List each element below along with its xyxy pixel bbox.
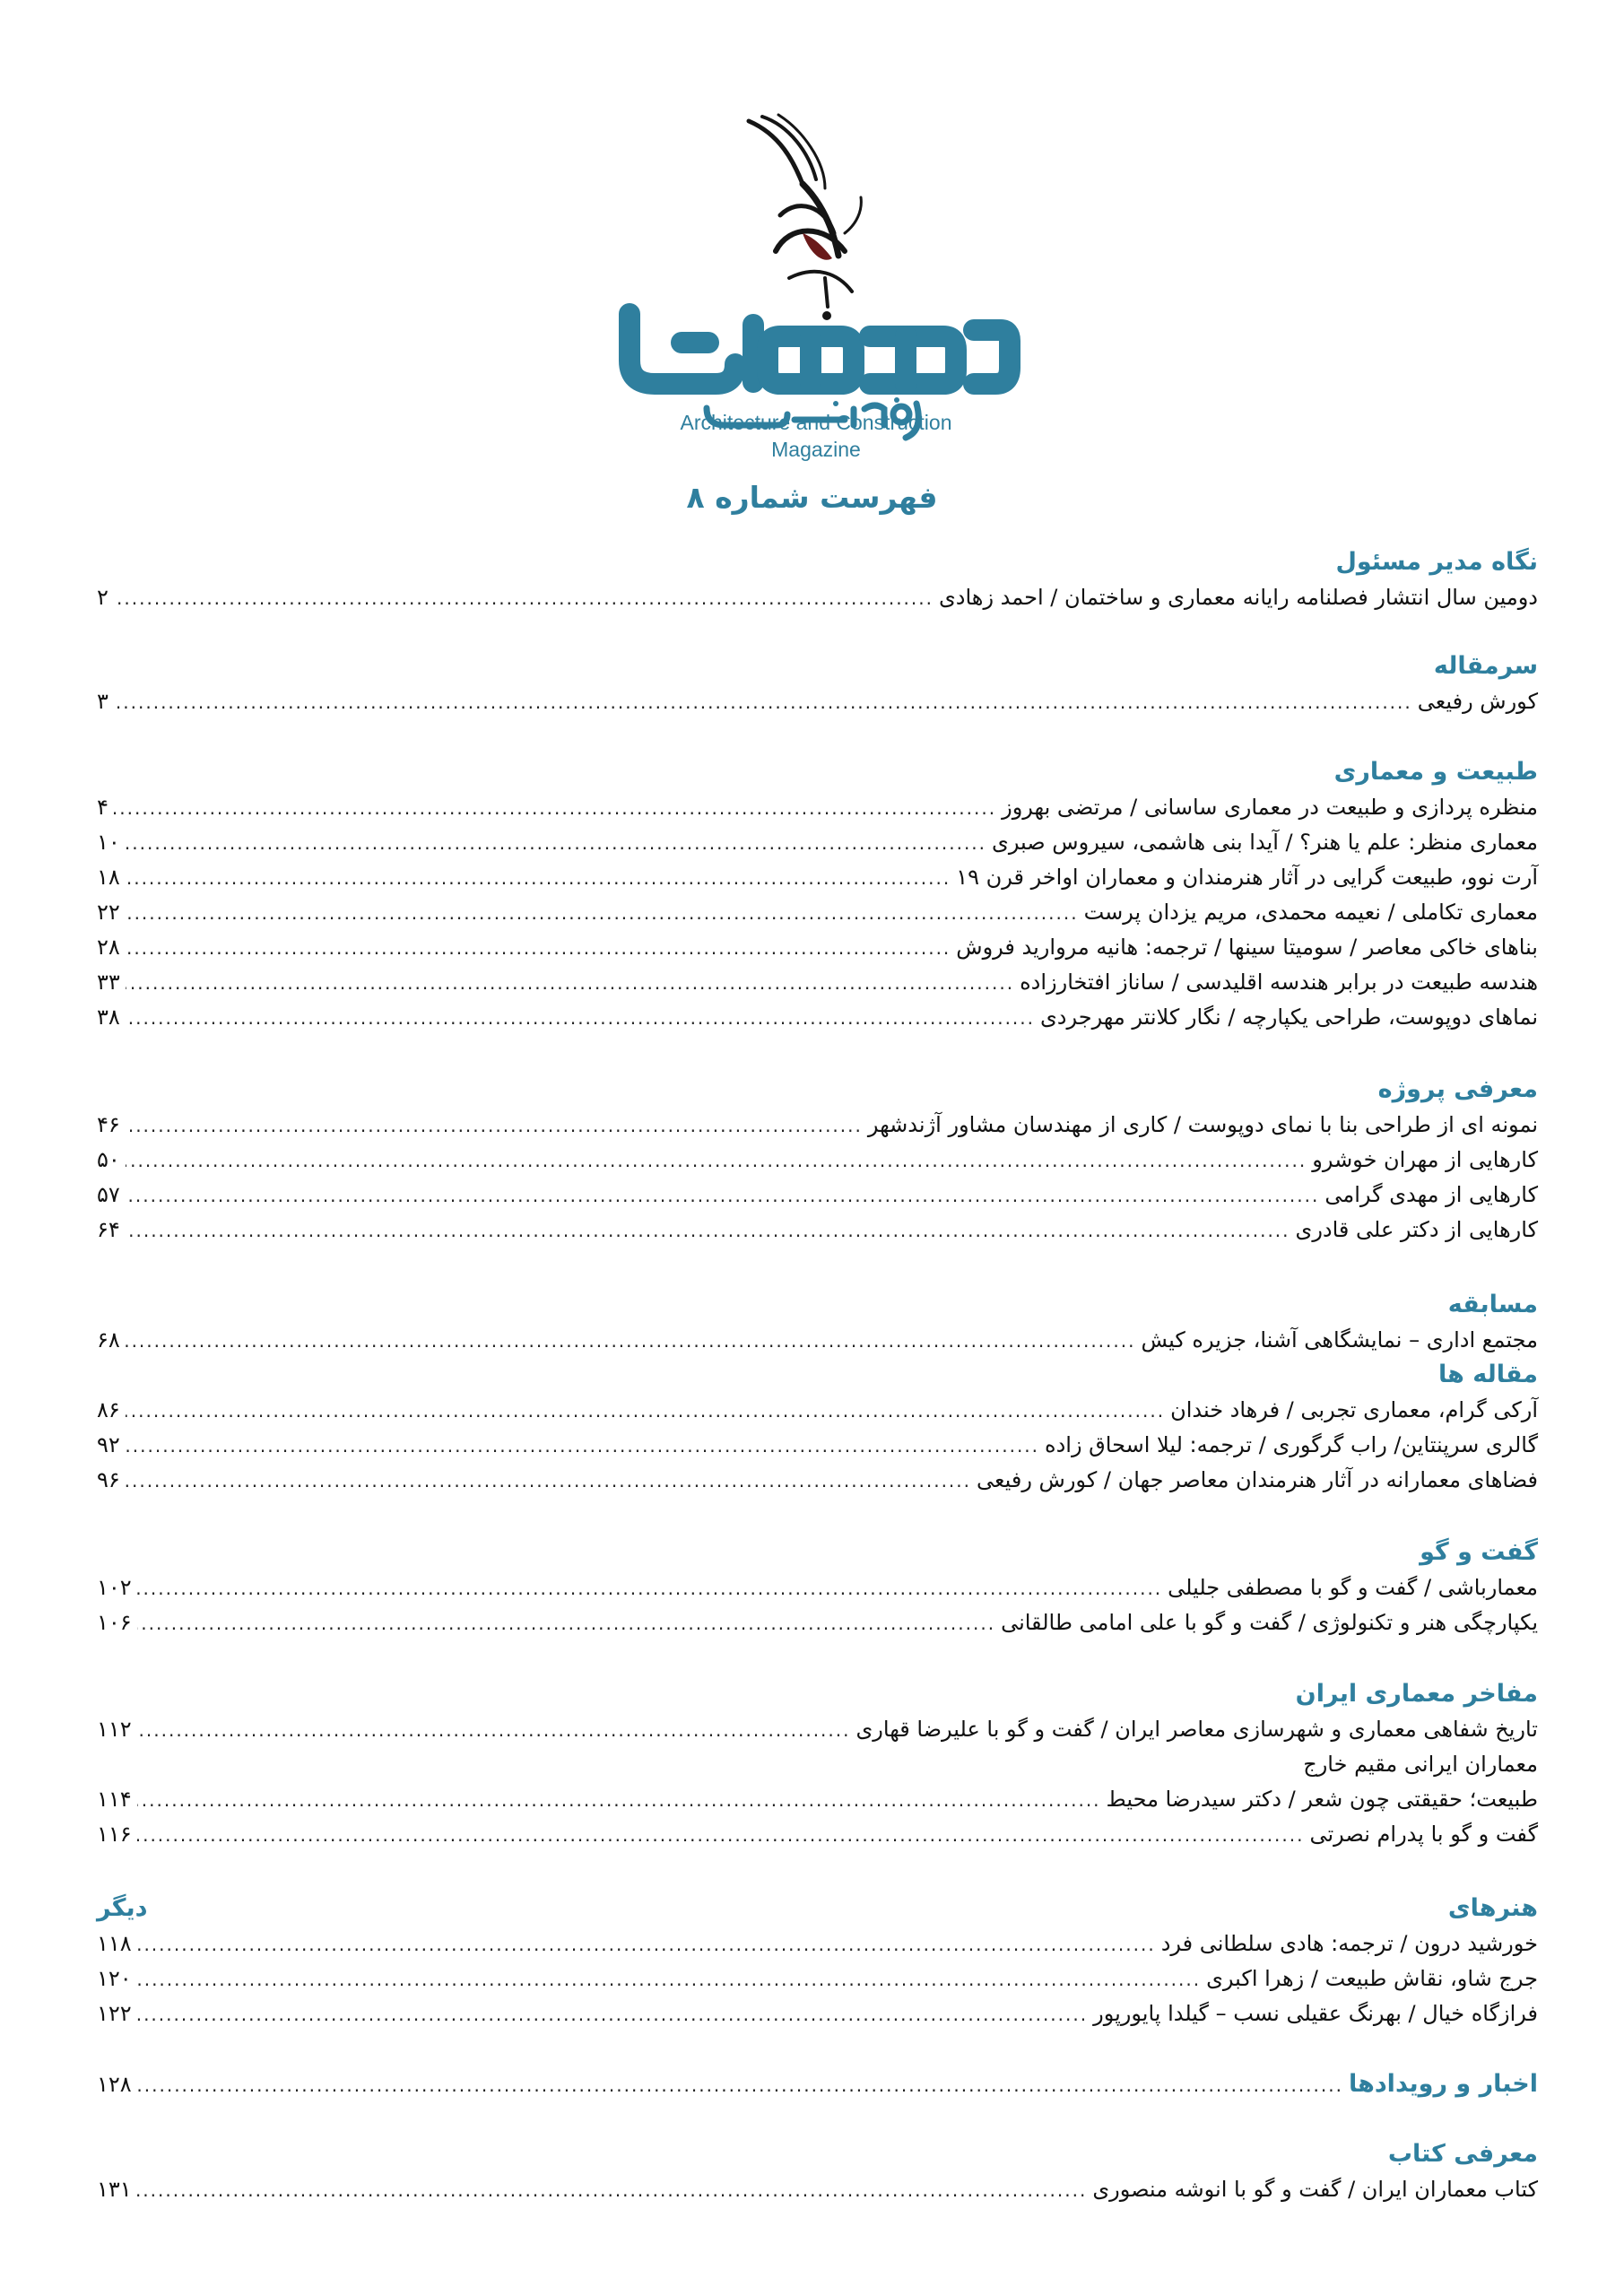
toc-entry-title: فضاهای معمارانه در آثار هنرمندان معاصر جهان / کورش رفیعی: [977, 1467, 1538, 1492]
toc-entry-title: کارهایی از مهدی گرامی: [1324, 1182, 1538, 1207]
section-heading: مسابقه: [1447, 1291, 1538, 1318]
toc-entry-page: ۸۶: [97, 1397, 120, 1422]
toc-entry-page: ۱۰: [97, 830, 120, 855]
toc-row[interactable]: [97, 1752, 1538, 1784]
toc-entry-page: ۴: [97, 795, 109, 820]
dot-leader: [126, 1470, 971, 1492]
toc-row[interactable]: [97, 1931, 1538, 1963]
dot-leader: [137, 1969, 1201, 1990]
dot-leader: [126, 937, 951, 959]
toc-row[interactable]: [97, 689, 1538, 721]
toc-row[interactable]: [97, 935, 1538, 967]
dot-leader: [126, 1150, 1307, 1171]
dot-leader: [126, 1220, 1290, 1241]
toc-row[interactable]: [97, 1397, 1538, 1430]
toc-entry-title: نماهای دوپوست، طراحی یکپارچه / نگار کلانتر مهرجردی: [1040, 1004, 1538, 1030]
toc-entry-page: ۶۸: [97, 1327, 120, 1352]
toc-row[interactable]: [97, 900, 1538, 932]
toc-row[interactable]: [97, 1717, 1538, 1749]
toc-entry-page: ۹۶: [97, 1467, 120, 1492]
dot-leader: [126, 902, 1079, 924]
dot-leader: [137, 1719, 851, 1741]
toc-row[interactable]: [97, 830, 1538, 862]
toc-entry-title: کورش رفیعی: [1417, 689, 1538, 714]
logo-english-line1: Architecture and Construction: [680, 411, 952, 434]
toc-entry-page: ۱۲۸: [97, 2072, 132, 2097]
section-heading: مقاله ها: [1437, 1361, 1538, 1388]
toc-entry-page: ۱۱۴: [97, 1787, 132, 1812]
section-heading: طبیعت و معماری: [1333, 758, 1538, 786]
dot-leader: [126, 1185, 1320, 1206]
dot-leader: [126, 972, 1014, 994]
toc-entry-title: جرج شاو، نقاش طبیعت / زهرا اکبری: [1206, 1966, 1538, 1991]
toc-entry-title: منظره پردازی و طبیعت در معماری ساسانی / مرتضی بهروز: [1002, 795, 1538, 820]
section-heading: سرمقاله: [1433, 652, 1538, 680]
dot-leader: [137, 1934, 1156, 1955]
toc-entry-title: مجتمع اداری – نمایشگاهی آشنا، جزیره کیش: [1141, 1327, 1538, 1352]
dot-leader: [137, 2074, 1343, 2096]
toc-entry-title: کارهایی از مهران خوشرو: [1312, 1147, 1538, 1172]
toc-entry-title: نمونه ای از طراحی بنا با نمای دوپوست / کاری از مهندسان مشاور آژندشهر: [867, 1112, 1538, 1137]
toc-entry-page: ۱۲۰: [97, 1966, 132, 1991]
toc-entry-title: آرکی گرام، معماری تجربی / فرهاد خندان: [1170, 1397, 1538, 1422]
dot-leader: [114, 587, 934, 609]
toc-row[interactable]: [97, 1787, 1538, 1819]
toc-entry-page: ۵۰: [97, 1147, 120, 1172]
section-heading: معرفی پروژه: [1377, 1075, 1538, 1103]
dot-leader: [137, 2004, 1088, 2025]
section-heading-continued: دیگر: [97, 1894, 148, 1922]
toc-row[interactable]: [97, 1327, 1538, 1360]
toc-entry-page: ۱۰۲: [97, 1575, 132, 1600]
toc-entry-title: گفت و گو با پدرام نصرتی: [1309, 1822, 1538, 1847]
toc-entry-page: ۱۱۶: [97, 1822, 132, 1847]
section-heading: نگاه مدیر مسئول: [1335, 548, 1538, 576]
toc-entry-title: کتاب معماران ایران / گفت و گو با انوشه منصوری: [1092, 2177, 1538, 2202]
toc-entry-title: معمارباشی / گفت و گو با مصطفی جلیلی: [1168, 1575, 1538, 1600]
toc-row[interactable]: [97, 970, 1538, 1002]
toc-row[interactable]: [97, 865, 1538, 897]
toc-entry-page: ۹۲: [97, 1432, 120, 1457]
toc-entry-title: کارهایی از دکتر علی قادری: [1295, 1217, 1538, 1242]
dot-leader: [137, 1613, 995, 1634]
toc-entry-title: یکپارچگی هنر و تکنولوژی / گفت و گو با علی امامی طالقانی: [1001, 1610, 1538, 1635]
toc-entry-page: ۵۷: [97, 1182, 120, 1207]
toc-entry-page: ۱۲۲: [97, 2001, 132, 2026]
toc-row[interactable]: [97, 1467, 1538, 1500]
toc-row[interactable]: [97, 1822, 1538, 1854]
toc-entry-title: طبیعت؛ حقیقتی چون شعر / دکتر سیدرضا محیط: [1106, 1787, 1538, 1812]
toc-entry-title: آرت نوو، طبیعت گرایی در آثار هنرمندان و معماران اواخر قرن ۱۹: [956, 865, 1538, 890]
dot-leader: [126, 1330, 1136, 1352]
toc-entry-page: ۳: [97, 689, 109, 714]
dot-leader: [126, 1115, 863, 1136]
toc-entry-page: ۲۸: [97, 935, 120, 960]
toc-entry-page: ۱۸: [97, 865, 120, 890]
toc-entry-title: تاریخ شفاهی معماری و شهرسازی معاصر ایران / گفت و گو با علیرضا قهاری: [855, 1717, 1538, 1742]
section-heading: معرفی کتاب: [1387, 2140, 1538, 2168]
toc-row[interactable]: [97, 1112, 1538, 1144]
dot-leader: [126, 1007, 1035, 1029]
toc-heading-row[interactable]: [97, 2070, 1538, 2108]
dot-leader: [137, 1824, 1305, 1846]
toc-row[interactable]: [97, 1432, 1538, 1465]
toc-entry-page: ۲۲: [97, 900, 120, 925]
toc-row[interactable]: [97, 2177, 1538, 2209]
toc-entry-title: فرازگاه خیال / بهرنگ عقیلی نسب – گیلدا پایورپور: [1093, 2001, 1538, 2026]
dot-leader: [126, 832, 986, 854]
toc-entry-title: معماران ایرانی مقیم خارج: [1303, 1752, 1538, 1777]
toc-row[interactable]: [97, 2001, 1538, 2033]
dot-leader: [114, 797, 996, 819]
toc-entry-title: خورشید درون / ترجمه: هادی سلطانی فرد: [1160, 1931, 1538, 1956]
dot-leader: [137, 2179, 1088, 2201]
toc-title: فهرست شماره ۸: [686, 480, 938, 515]
toc-entry-page: ۱۱۲: [97, 1717, 132, 1742]
dot-leader: [114, 691, 1412, 713]
logo-english-line2: Magazine: [771, 438, 861, 461]
toc-entry-page: ۳۳: [97, 970, 120, 995]
dot-leader: [137, 1578, 1163, 1599]
section-heading: هنرهای: [1447, 1894, 1538, 1922]
toc-entry-page: ۱۳۱: [97, 2177, 132, 2202]
toc-entry-page: ۱۱۸: [97, 1931, 132, 1956]
toc-row[interactable]: [97, 585, 1538, 617]
toc-entry-page: ۲: [97, 585, 109, 610]
toc-row[interactable]: [97, 1966, 1538, 1998]
section-heading: اخبار و رویدادها: [1348, 2070, 1538, 2098]
toc-entry-page: ۶۴: [97, 1217, 120, 1242]
toc-entry-page: ۴۶: [97, 1112, 120, 1137]
toc-row[interactable]: [97, 1182, 1538, 1214]
dot-leader: [126, 867, 951, 889]
toc-entry-title: هندسه طبیعت در برابر هندسه اقلیدسی / ساناز افتخارزاده: [1020, 970, 1538, 995]
toc-row[interactable]: [97, 1610, 1538, 1642]
toc-entry-title: گالری سرپنتاین/ راب گرگوری / ترجمه: لیلا اسحاق زاده: [1045, 1432, 1538, 1457]
toc-entry-title: معماری منظر: علم یا هنر؟ / آیدا بنی هاشمی، سیروس صبری: [992, 830, 1538, 855]
toc-entry-page: ۱۰۶: [97, 1610, 132, 1635]
toc-row[interactable]: [97, 795, 1538, 827]
section-heading: مفاخر معماری ایران: [1295, 1680, 1538, 1708]
dot-leader: [126, 1435, 1039, 1457]
section-heading: گفت و گو: [1420, 1538, 1538, 1566]
toc-entry-page: ۳۸: [97, 1004, 120, 1030]
dot-leader: [126, 1400, 1165, 1422]
toc-row[interactable]: [97, 1147, 1538, 1179]
dot-leader: [137, 1789, 1101, 1811]
toc-entry-title: معماری تکاملی / نعیمه محمدی، مریم یزدان پرست: [1083, 900, 1538, 925]
toc-row[interactable]: [97, 1575, 1538, 1607]
toc-entry-title: بناهای خاکی معاصر / سومیتا سینها / ترجمه: هانیه مروارید فروش: [956, 935, 1538, 960]
toc-entry-title: دومین سال انتشار فصلنامه رایانه معماری و ساختمان / احمد زهادی: [939, 585, 1538, 610]
toc-row[interactable]: [97, 1004, 1538, 1037]
toc-row[interactable]: [97, 1217, 1538, 1249]
